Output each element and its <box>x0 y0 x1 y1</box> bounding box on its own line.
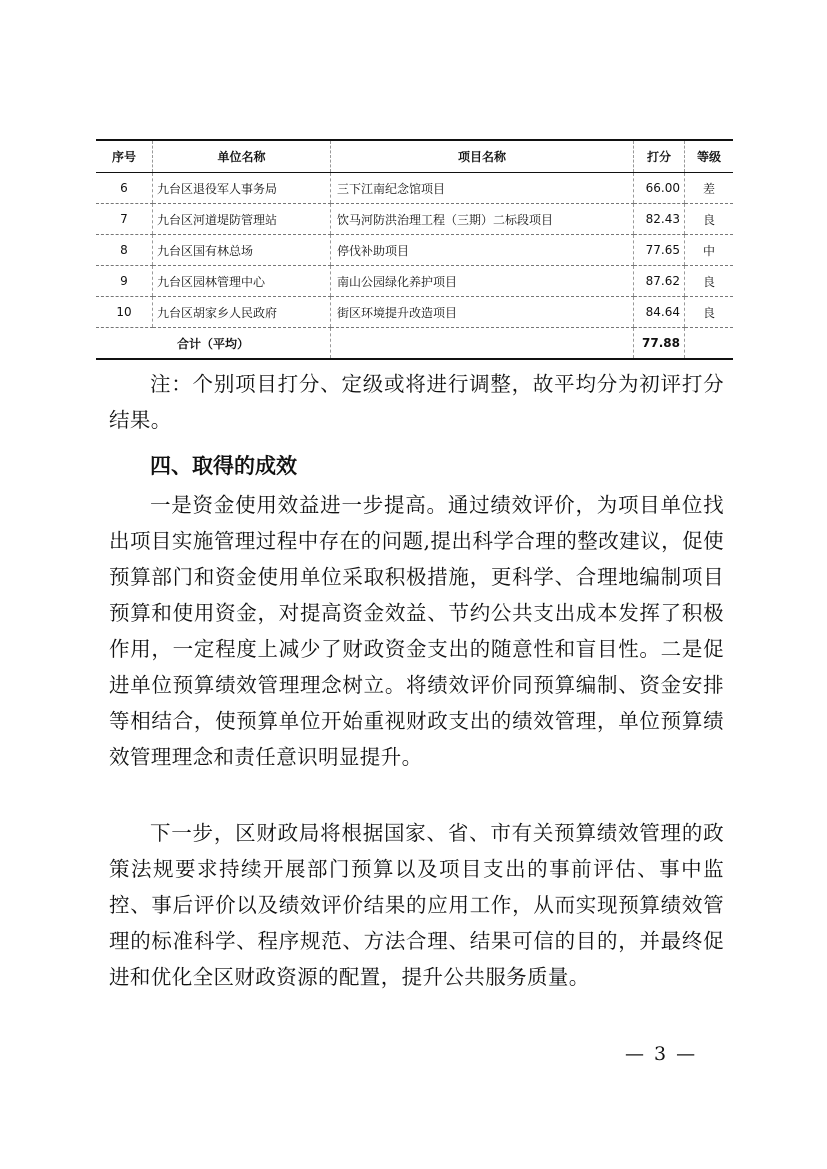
row-unit: 九台区退役军人事务局 <box>153 173 331 204</box>
row-unit: 九台区国有林总场 <box>153 235 331 266</box>
evaluation-table <box>96 139 733 360</box>
table-row <box>96 204 733 235</box>
table-row <box>96 173 733 204</box>
row-score: 66.00 <box>634 173 685 204</box>
total-score: 77.88 <box>634 328 685 360</box>
row-unit: 九台区园林管理中心 <box>153 266 331 297</box>
table-row <box>96 235 733 266</box>
table-header-row <box>96 140 733 173</box>
header-no: 序号 <box>96 140 153 173</box>
row-unit: 九台区胡家乡人民政府 <box>153 297 331 328</box>
table-row <box>96 297 733 328</box>
row-grade: 良 <box>685 204 734 235</box>
row-project: 三下江南纪念馆项目 <box>331 173 634 204</box>
section-heading: 四、取得的成效 <box>150 454 297 478</box>
header-score: 打分 <box>634 140 685 173</box>
row-grade: 良 <box>685 297 734 328</box>
total-grade-empty <box>685 328 734 360</box>
row-project: 街区环境提升改造项目 <box>331 297 634 328</box>
next-steps-paragraph: 下一步，区财政局将根据国家、省、市有关预算绩效管理的政策法规要求持续开展部门预算以及项目支出的事前评估、事中监控、事后评价以及绩效评价结果的应用工作，从而实现预算绩效管理的标准科学、程序规范、方法合理、结果可信的目的，并最终促进和优化全区财政资源的配置，提升公共服务质量。 <box>109 821 724 989</box>
header-project: 项目名称 <box>331 140 634 173</box>
header-grade: 等级 <box>685 140 734 173</box>
row-no: 8 <box>96 235 153 266</box>
row-no: 6 <box>96 173 153 204</box>
row-project: 停伐补助项目 <box>331 235 634 266</box>
row-grade: 中 <box>685 235 734 266</box>
header-unit: 单位名称 <box>153 140 331 173</box>
row-no: 10 <box>96 297 153 328</box>
row-project: 饮马河防洪治理工程（三期）二标段项目 <box>331 204 634 235</box>
row-score: 82.43 <box>634 204 685 235</box>
row-no: 9 <box>96 266 153 297</box>
total-label: 合计（平均） <box>96 328 331 360</box>
total-project-empty <box>331 328 634 360</box>
row-score: 84.64 <box>634 297 685 328</box>
achievements-paragraph: 一是资金使用效益进一步提高。通过绩效评价，为项目单位找出项目实施管理过程中存在的问题,提出科学合理的整改建议，促使预算部门和资金使用单位采取积极措施，更科学、合理地编制项目预算和使用资金，对提高资金效益、节约公共支出成本发挥了积极作用，一定程度上减少了财政资金支出的随意性和盲目性。二是促进单位预算绩效管理理念树立。将绩效评价同预算编制、资金安排等相结合，使预算单位开始重视财政支出的绩效管理，单位预算绩效管理理念和责任意识明显提升。 <box>109 493 724 769</box>
table-row <box>96 266 733 297</box>
row-grade: 差 <box>685 173 734 204</box>
row-project: 南山公园绿化养护项目 <box>331 266 634 297</box>
page-number: — 3 — <box>625 1043 698 1065</box>
row-unit: 九台区河道堤防管理站 <box>153 204 331 235</box>
row-score: 87.62 <box>634 266 685 297</box>
row-grade: 良 <box>685 266 734 297</box>
table-note: 注：个别项目打分、定级或将进行调整，故平均分为初评打分结果。 <box>109 372 724 432</box>
table-total-row <box>96 328 733 360</box>
row-no: 7 <box>96 204 153 235</box>
row-score: 77.65 <box>634 235 685 266</box>
